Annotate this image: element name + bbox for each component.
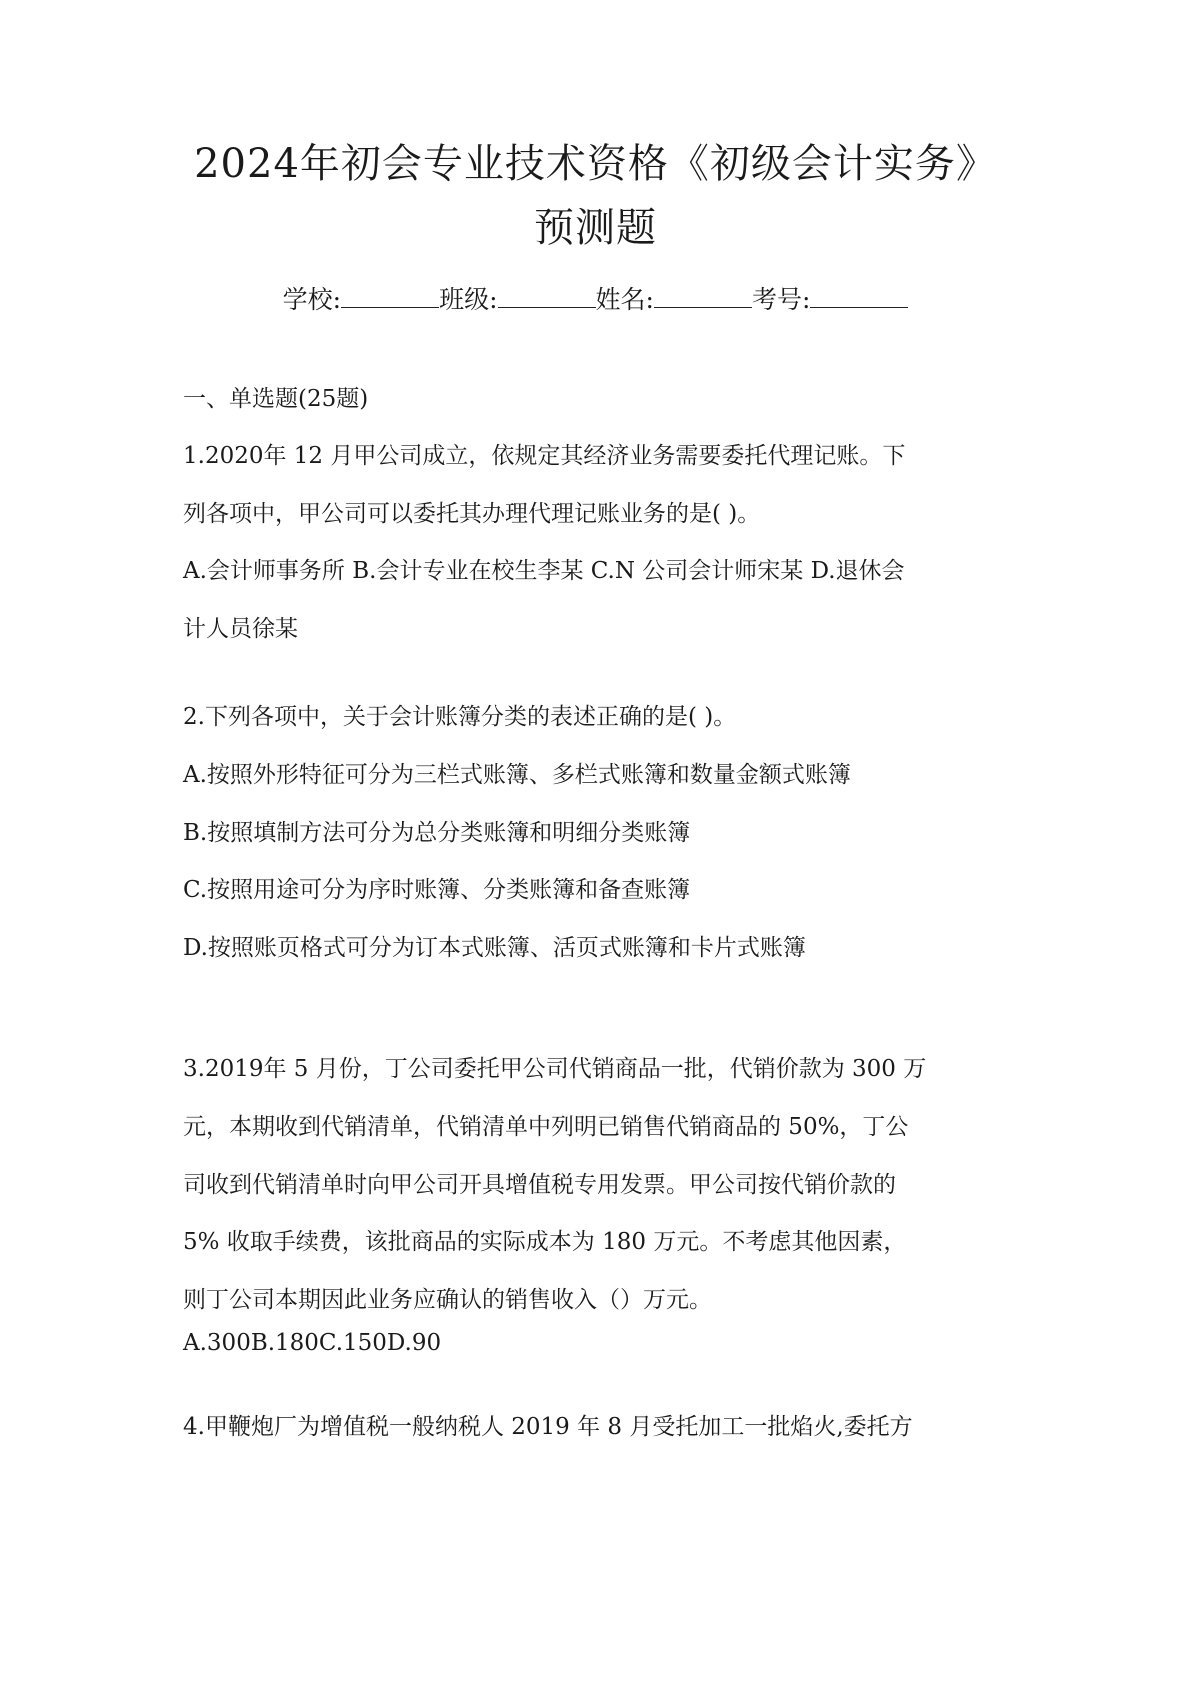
q2-option-a: A.按照外形特征可分为三栏式账簿、多栏式账簿和数量金额式账簿 xyxy=(183,762,851,788)
section-heading: 一、单选题(25题) xyxy=(183,386,369,412)
q3-stem-line-2: 元，本期收到代销清单，代销清单中列明已销售代销商品的 50%，丁公 xyxy=(183,1114,909,1140)
q1-options-line-2: 计人员徐某 xyxy=(183,616,298,642)
q3-stem-line-3: 司收到代销清单时向甲公司开具增值税专用发票。甲公司按代销价款的 xyxy=(183,1172,896,1198)
q1-stem-line-2: 列各项中，甲公司可以委托其办理代理记账业务的是( )。 xyxy=(183,501,761,527)
q1-stem-line-1: 1.2020年 12 月甲公司成立，依规定其经济业务需要委托代理记账。下 xyxy=(183,443,906,469)
q3-stem-line-4: 5% 收取手续费，该批商品的实际成本为 180 万元。不考虑其他因素， xyxy=(183,1229,907,1255)
q2-option-c: C.按照用途可分为序时账簿、分类账簿和备查账簿 xyxy=(183,877,691,903)
school-label: 学校: xyxy=(282,285,342,314)
q2-stem: 2.下列各项中，关于会计账簿分类的表述正确的是( )。 xyxy=(183,704,737,730)
exam-number-blank[interactable] xyxy=(810,285,908,308)
exam-number-label: 考号: xyxy=(751,285,811,314)
name-blank[interactable] xyxy=(654,285,752,308)
class-blank[interactable] xyxy=(498,285,596,308)
q2-option-d: D.按照账页格式可分为订本式账簿、活页式账簿和卡片式账簿 xyxy=(183,935,806,961)
q3-options: A.300B.180C.150D.90 xyxy=(183,1330,442,1356)
q3-stem-line-1: 3.2019年 5 月份，丁公司委托甲公司代销商品一批，代销价款为 300 万 xyxy=(183,1056,927,1082)
class-label: 班级: xyxy=(439,285,498,314)
q1-options-line-1: A.会计师事务所 B.会计专业在校生李某 C.N 公司会计师宋某 D.退休会 xyxy=(183,558,905,584)
student-info-row xyxy=(0,280,1191,316)
document-title-line-1: 2024年初会专业技术资格《初级会计实务》 xyxy=(194,141,997,187)
school-blank[interactable] xyxy=(341,285,439,308)
q2-option-b: B.按照填制方法可分为总分类账簿和明细分类账簿 xyxy=(183,820,691,846)
name-label: 姓名: xyxy=(595,285,654,314)
q3-stem-line-5: 则丁公司本期因此业务应确认的销售收入（）万元。 xyxy=(183,1287,712,1313)
q4-stem-line-1: 4.甲鞭炮厂为增值税一般纳税人 2019 年 8 月受托加工一批焰火,委托方 xyxy=(183,1414,913,1440)
document-title-line-2: 预测题 xyxy=(534,205,657,251)
